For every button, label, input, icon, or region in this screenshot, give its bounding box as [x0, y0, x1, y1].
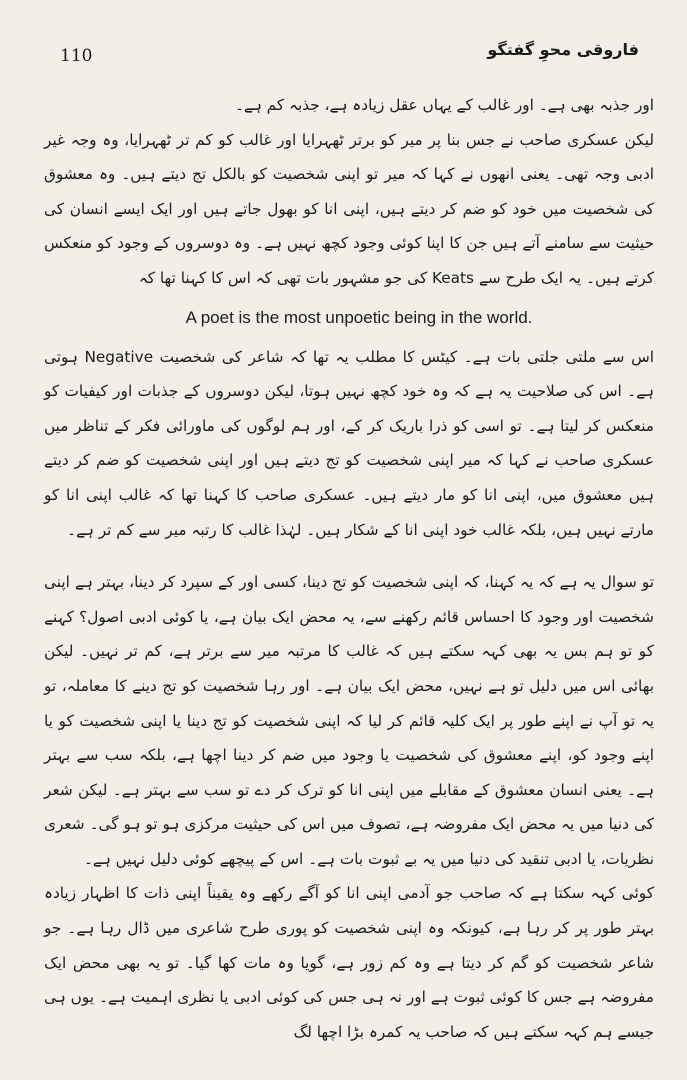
english-quote: A poet is the most unpoetic being in the world. [185, 307, 533, 327]
page-number: 110 [60, 46, 93, 66]
page-header [0, 40, 687, 76]
paragraph-3: اس سے ملتی جلتی بات ہے۔ کیٹس کا مطلب یہ تھا کہ شاعر کی شخصیت Negative ہوتی ہے۔ اس کی صلاحیت یہ ہے کہ وہ خود کچھ نہیں ہوتا، لیکن دوسروں کے جذبات اور کیفیات کو منعکس کر لیتا ہے۔ تو اسی کو ذرا باریک کر کے، اور ہم لوگوں کی ماورائی فکر کے تناظر میں عسکری صاحب نے کہا کہ میر اپنی شخصیت کو تج دیتے ہیں اور اپنی شخصیت کو ضم کر دیتے ہیں معشوق میں، اپنی انا کو مار دیتے ہیں۔ عسکری صاحب کا کہنا تھا کہ غالب اپنی انا کو مارتے نہیں ہیں، بلکہ غالب خود اپنی انا کے شکار ہیں۔ لہٰذا غالب کا رتبہ میر سے کم تر ہے۔ [44, 347, 654, 539]
body-text [44, 88, 654, 1049]
paragraph-1: اور جذبہ بھی ہے۔ اور غالب کے یہاں عقل زیادہ ہے، جذبہ کم ہے۔ [234, 96, 654, 114]
paragraph-2: لیکن عسکری صاحب نے جس بنا پر میر کو برتر ٹھہرایا اور غالب کو کم تر ٹھہرایا، وہ وجہ غیر ادبی وجہ تھی۔ یعنی انھوں نے کہا کہ میر تو اپنی شخصیت کو بالکل تج دیتے ہیں۔ وہ معشوق کی شخصیت میں خود کو ضم کر دیتے ہیں، اپنی انا کو بھول جاتے ہیں اور ایک ایسے انسان کی حیثیت سے سامنے آتے ہیں جن کا اپنا کوئی وجود کچھ نہیں ہے۔ وہ دوسروں کے وجود کو منعکس کرتے ہیں۔ یہ ایک طرح سے Keats کی جو مشہور بات تھی کہ اس کا کہنا تھا کہ [44, 130, 654, 287]
paragraph-5: کوئی کہہ سکتا ہے کہ صاحب جو آدمی اپنی انا کو آگے رکھے وہ یقیناً اپنی ذات کا اظہار زیادہ بہتر طور پر کر رہا ہے، کیونکہ وہ اپنی شخصیت کو پوری طرح شاعری میں ڈال رہا ہے۔ جو شاعر شخصیت کو گم کر دیتا ہے وہ کم زور ہے، گویا وہ مات کھا گیا۔ تو یہ بھی محض ایک مفروضہ ہے جس کا کوئی ثبوت ہے اور نہ ہی جس کی کوئی ادبی یا نظری اہمیت ہے۔ یوں ہی جیسے ہم کہہ سکتے ہیں کہ صاحب یہ کمرہ بڑا اچھا لگ [44, 884, 654, 1041]
running-title: فاروقی محوِ گفتگو [487, 40, 639, 59]
paragraph-4: تو سوال یہ ہے کہ یہ کہنا، کہ اپنی شخصیت کو تج دینا، کسی اور کے سپرد کر دینا، بہتر ہے اپنی شخصیت اور وجود کا احساس قائم رکھنے سے، یہ محض ایک بیان ہے، یا کوئی ادبی اصول؟ کہنے کو تو ہم بس یہ بھی کہہ سکتے ہیں کہ غالب کا مرتبہ میر سے برتر ہے، کم تر نہیں۔ لیکن بھائی اس میں دلیل تو ہے نہیں، محض ایک بیان ہے۔ اور رہا شخصیت کو تج دینے کا معاملہ، تو یہ تو آپ نے اپنے طور پر ایک کلیہ قائم کر لیا کہ اپنی شخصیت کو تج دینا یا اپنی شخصیت کو یا اپنے وجود کو، اپنے معشوق کی شخصیت یا وجود میں ضم کر دینا اچھا ہے، بلکہ سب سے بہتر ہے۔ یعنی انسان معشوق کے مقابلے میں اپنی انا کو ترک کر دے تو سب سے بہتر ہے۔ لیکن شعر کی دنیا میں یہ محض ایک مفروضہ ہے، تصوف میں اس کی حیثیت مرکزی ہو تو ہو گی۔ شعری نظریات، یا ادبی تنقید کی دنیا میں یہ بے ثبوت بات ہے۔ اس کے پیچھے کوئی دلیل نہیں ہے۔ [44, 573, 654, 868]
